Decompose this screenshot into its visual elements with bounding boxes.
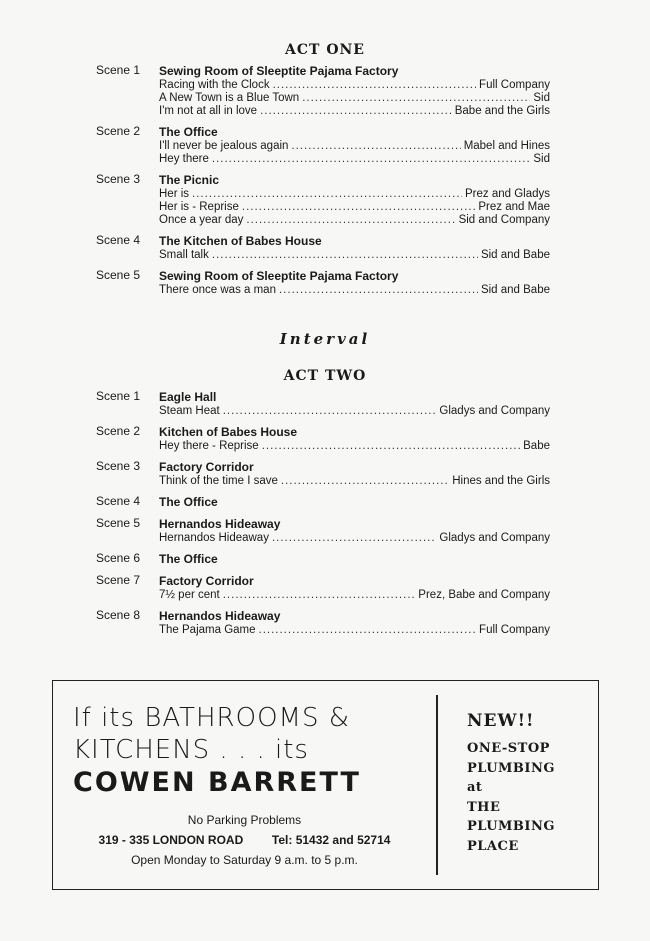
advert-parking-note: No Parking Problems bbox=[187, 813, 302, 827]
leader-dots bbox=[246, 214, 455, 227]
scene-number: Scene 1 bbox=[96, 63, 141, 77]
advert-offer-line: PLACE bbox=[467, 838, 519, 854]
song-row bbox=[159, 188, 550, 201]
scene-title: The Picnic bbox=[159, 173, 220, 187]
leader-dots bbox=[212, 249, 478, 262]
song-performer: Sid and Company bbox=[458, 214, 550, 226]
song-row bbox=[159, 440, 550, 453]
song-title: 7½ per cent bbox=[159, 589, 220, 601]
leader-dots bbox=[279, 284, 478, 297]
scene bbox=[0, 124, 650, 166]
song-row bbox=[159, 532, 550, 545]
act-two-scene-list bbox=[0, 389, 650, 643]
scene bbox=[0, 573, 650, 602]
song-performer: Sid bbox=[533, 153, 550, 165]
song-row bbox=[159, 214, 550, 227]
song-performer: Full Company bbox=[479, 79, 550, 91]
advert-offer-line: ONE-STOP bbox=[467, 741, 550, 756]
scene-body bbox=[159, 573, 550, 602]
scene-title: The Office bbox=[159, 125, 218, 139]
scene-body bbox=[159, 124, 550, 166]
song-performer: Gladys and Company bbox=[439, 405, 550, 417]
scene-number: Scene 5 bbox=[96, 268, 141, 282]
leader-dots bbox=[212, 153, 531, 166]
song-title: Hey there - Reprise bbox=[159, 440, 259, 452]
song-title: Racing with the Clock bbox=[159, 79, 270, 91]
scene-number: Scene 4 bbox=[96, 494, 141, 508]
scene-number: Scene 3 bbox=[96, 459, 141, 473]
song-performer: Prez and Gladys bbox=[464, 188, 550, 200]
song-row bbox=[159, 201, 550, 214]
song-performer: Babe and the Girls bbox=[454, 105, 550, 117]
song-title: I'm not at all in love bbox=[159, 105, 258, 117]
scene-title: Hernandos Hideaway bbox=[159, 517, 281, 531]
advert-offer-line: PLUMBING bbox=[467, 760, 555, 776]
song-performer: Sid and Babe bbox=[480, 284, 550, 296]
advert-offer-line: at bbox=[467, 780, 483, 795]
scene bbox=[0, 424, 650, 453]
advert-headline-line2: KITCHENS . . . its bbox=[73, 735, 309, 765]
song-title: The Pajama Game bbox=[159, 624, 256, 636]
scene bbox=[0, 494, 650, 510]
scene-title: Factory Corridor bbox=[159, 460, 254, 474]
scene-body bbox=[159, 494, 550, 510]
leader-dots bbox=[192, 188, 462, 201]
song-row bbox=[159, 284, 550, 297]
song-performer: Full Company bbox=[479, 624, 550, 636]
advert-offer-line: THE bbox=[467, 799, 501, 815]
leader-dots bbox=[302, 92, 530, 105]
song-title: Think of the time I save bbox=[159, 475, 278, 487]
scene bbox=[0, 389, 650, 418]
scene-number: Scene 1 bbox=[96, 389, 141, 403]
interval-heading: Interval bbox=[279, 330, 371, 348]
scene-title: Eagle Hall bbox=[159, 390, 217, 404]
song-performer: Prez and Mae bbox=[478, 201, 550, 213]
scene-body bbox=[159, 389, 550, 418]
advert-address-line bbox=[53, 833, 436, 847]
song-performer: Sid and Babe bbox=[480, 249, 550, 261]
scene-body bbox=[159, 459, 550, 488]
advert-offer-text bbox=[467, 739, 587, 856]
scene bbox=[0, 551, 650, 567]
leader-dots bbox=[259, 624, 477, 637]
advert-brand-name: COWEN BARRETT bbox=[73, 767, 361, 798]
leader-dots bbox=[242, 201, 476, 214]
advert-phone: Tel: 51432 and 52714 bbox=[271, 833, 391, 847]
song-row bbox=[159, 589, 550, 602]
song-row bbox=[159, 624, 550, 637]
song-row bbox=[159, 92, 550, 105]
scene bbox=[0, 459, 650, 488]
song-title: There once was a man bbox=[159, 284, 276, 296]
advert-offer-panel bbox=[467, 711, 587, 856]
scene-body bbox=[159, 233, 550, 262]
advert-divider bbox=[436, 695, 438, 875]
scene-title: The Kitchen of Babes House bbox=[159, 234, 322, 248]
scene-title: Sewing Room of Sleeptite Pajama Factory bbox=[159, 64, 399, 78]
leader-dots bbox=[223, 589, 416, 602]
scene-body bbox=[159, 516, 550, 545]
leader-dots bbox=[272, 532, 436, 545]
song-row bbox=[159, 405, 550, 418]
scene-title: The Office bbox=[159, 495, 218, 509]
song-performer: Gladys and Company bbox=[439, 532, 550, 544]
scene-number: Scene 4 bbox=[96, 233, 141, 247]
song-row bbox=[159, 140, 550, 153]
scene bbox=[0, 63, 650, 118]
leader-dots bbox=[260, 105, 452, 118]
song-title: A New Town is a Blue Town bbox=[159, 92, 300, 104]
advert-offer-line: PLUMBING bbox=[467, 819, 555, 834]
scene-title: Sewing Room of Sleeptite Pajama Factory bbox=[159, 269, 399, 283]
scene-number: Scene 7 bbox=[96, 573, 141, 587]
scene-title: Kitchen of Babes House bbox=[159, 425, 298, 439]
scene-title: Hernandos Hideaway bbox=[159, 609, 281, 623]
song-title: Hey there bbox=[159, 153, 209, 165]
scene bbox=[0, 172, 650, 227]
song-row bbox=[159, 79, 550, 92]
advert-address: 319 - 335 LONDON ROAD bbox=[98, 833, 244, 847]
advert-headline-line1: If its BATHROOMS & bbox=[73, 703, 351, 733]
act-two-heading: ACT TWO bbox=[283, 368, 367, 384]
leader-dots bbox=[291, 140, 460, 153]
scene-number: Scene 6 bbox=[96, 551, 141, 565]
scene-body bbox=[159, 63, 550, 118]
leader-dots bbox=[262, 440, 520, 453]
scene bbox=[0, 516, 650, 545]
advert-opening-hours: Open Monday to Saturday 9 a.m. to 5 p.m. bbox=[131, 853, 358, 867]
scene-number: Scene 3 bbox=[96, 172, 141, 186]
song-row bbox=[159, 153, 550, 166]
scene-body bbox=[159, 551, 550, 567]
scene-body bbox=[159, 608, 550, 637]
leader-dots bbox=[273, 79, 476, 92]
song-title: Her is bbox=[159, 188, 190, 200]
leader-dots bbox=[281, 475, 449, 488]
advert-new-badge: NEW!! bbox=[467, 711, 535, 731]
song-title: I'll never be jealous again bbox=[159, 140, 289, 152]
song-performer: Babe bbox=[523, 440, 550, 452]
leader-dots bbox=[223, 405, 437, 418]
song-performer: Hines and the Girls bbox=[452, 475, 550, 487]
song-performer: Mabel and Hines bbox=[463, 140, 550, 152]
song-title: Once a year day bbox=[159, 214, 244, 226]
scene bbox=[0, 608, 650, 637]
scene-title: Factory Corridor bbox=[159, 574, 254, 588]
song-performer: Sid bbox=[533, 92, 550, 104]
song-performer: Prez, Babe and Company bbox=[418, 589, 550, 601]
song-row bbox=[159, 249, 550, 262]
scene-number: Scene 2 bbox=[96, 424, 141, 438]
song-row bbox=[159, 105, 550, 118]
song-title: Steam Heat bbox=[159, 405, 220, 417]
song-row bbox=[159, 475, 550, 488]
scene-body bbox=[159, 424, 550, 453]
song-title: Small talk bbox=[159, 249, 209, 261]
scene-number: Scene 5 bbox=[96, 516, 141, 530]
scene-number: Scene 8 bbox=[96, 608, 141, 622]
act-one-heading: ACT ONE bbox=[285, 42, 365, 58]
act-one-scene-list bbox=[0, 63, 650, 303]
scene-title: The Office bbox=[159, 552, 218, 566]
scene-body bbox=[159, 172, 550, 227]
song-title: Hernandos Hideaway bbox=[159, 532, 269, 544]
scene bbox=[0, 268, 650, 297]
scene bbox=[0, 233, 650, 262]
cowen-barrett-advert bbox=[52, 680, 599, 890]
song-title: Her is - Reprise bbox=[159, 201, 239, 213]
scene-body bbox=[159, 268, 550, 297]
scene-number: Scene 2 bbox=[96, 124, 141, 138]
